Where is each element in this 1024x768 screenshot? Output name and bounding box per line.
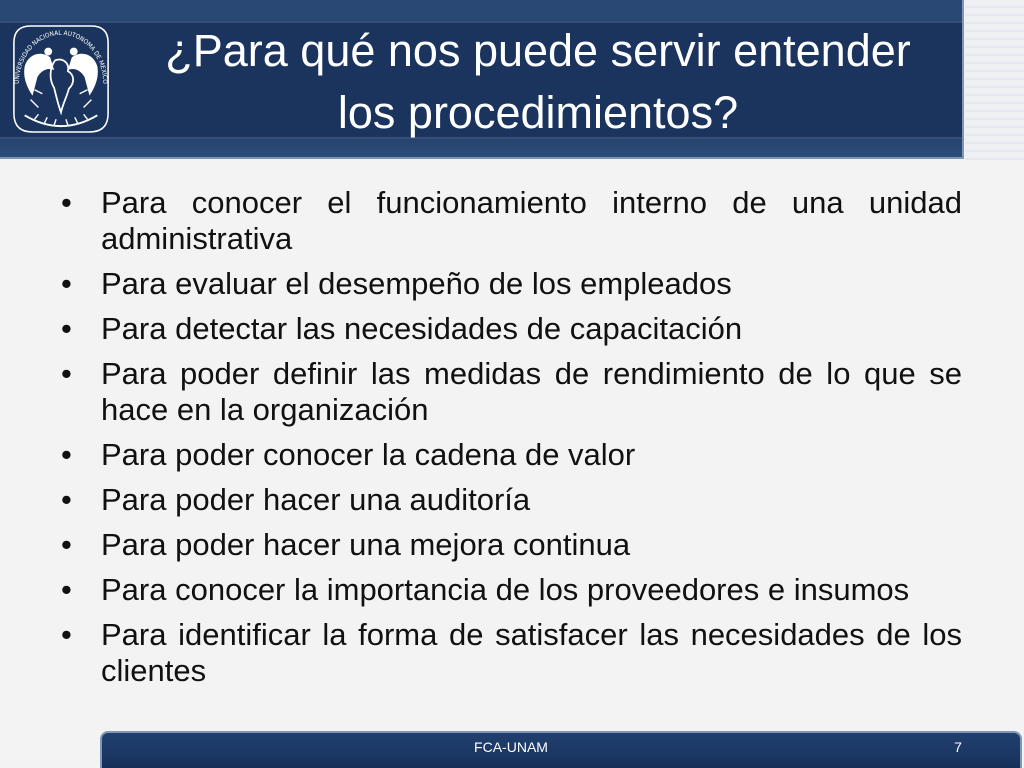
bullet-dot bbox=[61, 437, 81, 473]
bullet-text: Para conocer la importancia de los proveedores e insumos bbox=[101, 572, 910, 607]
bullet-text: Para poder conocer la cadena de valor bbox=[101, 437, 636, 472]
wing-lines bbox=[31, 90, 92, 108]
bullet-dot bbox=[61, 185, 81, 221]
bullet-dot bbox=[61, 527, 81, 563]
bullet-item bbox=[101, 482, 962, 518]
bullet-item bbox=[101, 527, 962, 563]
eagle-head bbox=[44, 48, 52, 56]
bullet-dot bbox=[61, 617, 81, 653]
footer-bar bbox=[100, 731, 1022, 768]
slide-title: ¿Para qué nos puede servir entender los procedimientos? bbox=[165, 25, 911, 138]
bullet-text: Para evaluar el desempeño de los empleados bbox=[101, 266, 732, 301]
bullet-dot bbox=[61, 266, 81, 302]
banner-right-stripes bbox=[965, 0, 1024, 160]
bullet-text: Para detectar las necesidades de capacitación bbox=[101, 311, 743, 346]
bullet-dot bbox=[61, 482, 81, 518]
eagle-shape bbox=[24, 54, 54, 96]
condor-head bbox=[70, 48, 78, 56]
bullet-dot bbox=[61, 356, 81, 392]
bullet-text: Para poder definir las medidas de rendimiento de lo que se hace en la organización bbox=[101, 356, 962, 427]
bullet-text: Para poder hacer una auditoría bbox=[101, 482, 531, 517]
bullet-dot bbox=[61, 572, 81, 608]
bullet-item bbox=[101, 266, 962, 302]
title-banner bbox=[0, 0, 964, 159]
bullet-text: Para conocer el funcionamiento interno de una unidad administrativa bbox=[101, 185, 962, 256]
bullet-text: Para poder hacer una mejora continua bbox=[101, 527, 631, 562]
bullet-item bbox=[101, 311, 962, 347]
footer-label: FCA-UNAM bbox=[474, 739, 548, 755]
bullet-item bbox=[101, 617, 962, 689]
bullet-item bbox=[101, 185, 962, 257]
unam-seal-logo bbox=[9, 21, 113, 137]
bullet-list bbox=[101, 185, 962, 698]
bullet-dot bbox=[61, 311, 81, 347]
bullet-item bbox=[101, 437, 962, 473]
bullet-text: Para identificar la forma de satisfacer las necesidades de los clientes bbox=[101, 617, 962, 688]
seal-lettering: UNIVERSIDAD NACIONAL AUTONOMA DE MEXICO bbox=[13, 29, 109, 85]
slide-number: 7 bbox=[954, 739, 962, 755]
bullet-item bbox=[101, 572, 962, 608]
bullet-item bbox=[101, 356, 962, 428]
